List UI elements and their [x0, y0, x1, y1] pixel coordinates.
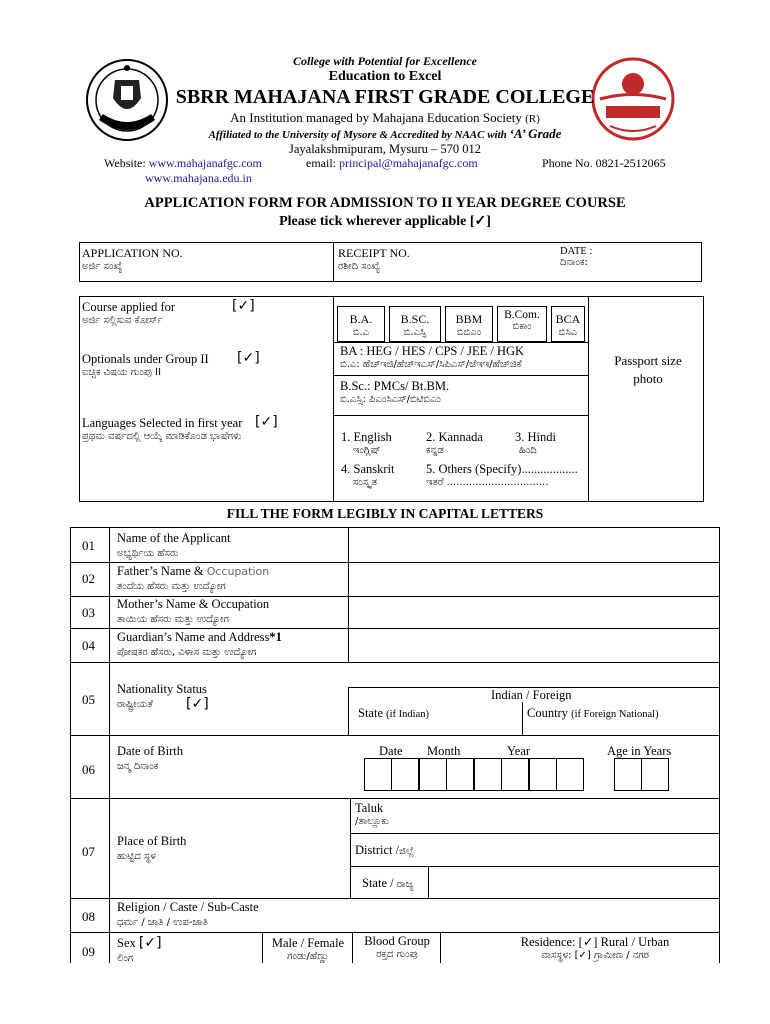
row-number-07: 07 — [82, 844, 95, 859]
dob-digit-5[interactable] — [474, 758, 502, 791]
nationality-tick[interactable]: [✓] — [186, 696, 209, 712]
dob-digit-4[interactable] — [446, 758, 474, 791]
country-field[interactable]: Country (if Foreign National) — [527, 706, 659, 720]
institution-r: (R) — [525, 113, 540, 125]
sex-choice[interactable]: Male / Female ಗಂಡು/ಹೆಣ್ಣು — [271, 936, 345, 962]
language-hindi[interactable]: 3. Hindi ಹಿಂದಿ — [515, 430, 556, 456]
row-number-06: 06 — [82, 762, 95, 777]
institution-line — [0, 110, 770, 126]
affiliation-text: Affiliated to the University of Mysore & Accredited by NAAC with — [208, 129, 507, 141]
dob-digit-1[interactable] — [364, 758, 392, 791]
applicant-name-field[interactable] — [350, 529, 718, 561]
row-number-03: 03 — [82, 605, 95, 620]
email-label: email: — [306, 156, 336, 170]
optionals-tick[interactable]: [✓] — [237, 350, 260, 366]
district-field[interactable]: District /ಜಿಲ್ಲೆ — [355, 843, 414, 857]
language-sanskrit[interactable]: 4. Sanskrit ಸಂಸ್ಕೃತ — [341, 462, 395, 488]
dob-month-heading: Month — [427, 744, 461, 758]
religion-field[interactable] — [350, 900, 718, 931]
fill-form-title: FILL THE FORM LEGIBLY IN CAPITAL LETTERS — [226, 506, 544, 521]
course-option-ba[interactable]: B.A. ಬಿ.ಎ — [337, 306, 385, 342]
receipt-no-label: RECEIPT NO. ರಶೀದಿ ಸಂಖ್ಯೆ — [338, 246, 410, 272]
naac-grade: ‘A’ Grade — [509, 126, 562, 141]
application-no-label: APPLICATION NO. ಅರ್ಜಿ ಸಂಖ್ಯೆ — [82, 246, 183, 272]
course-tick[interactable]: [✓] — [232, 298, 255, 314]
row-number-01: 01 — [82, 538, 95, 553]
dob-date-heading: Date — [379, 744, 403, 758]
email-link[interactable]: principal@mahajanafgc.com — [339, 156, 478, 170]
sex-label: Sex [✓] ಲಿಂಗ — [117, 935, 162, 964]
age-digit-2[interactable] — [641, 758, 669, 791]
row-number-08: 08 — [82, 909, 95, 924]
form-title: APPLICATION FORM FOR ADMISSION TO II YEAR DEGREE COURSE — [144, 195, 626, 211]
website-link-1[interactable]: www.mahajanafgc.com — [148, 156, 262, 170]
college-name: SBRR MAHAJANA FIRST GRADE COLLEGE — [175, 86, 595, 108]
date-field[interactable] — [610, 246, 698, 278]
state-field[interactable]: State (if Indian) — [358, 706, 429, 720]
date-label: DATE : ದಿನಾಂಕ: — [560, 246, 593, 268]
language-others[interactable]: 5. Others (Specify).................. ಇತರೆ ................................ — [426, 462, 578, 488]
language-kannada[interactable]: 2. Kannada ಕನ್ನಡ — [426, 430, 483, 456]
row-number-09: 09 — [82, 944, 95, 959]
languages-label: Languages Selected in first year ಪ್ರಥಮ ವರ್ಷದಲ್ಲಿ ಆಯ್ಕೆ ಮಾಡಿಕೊಂಡ ಭಾಷೆಗಳು — [82, 416, 243, 442]
address: Jayalakshmipuram, Mysuru – 570 012 — [289, 142, 481, 156]
dob-digit-7[interactable] — [529, 758, 557, 791]
tagline: College with Potential for Excellence — [293, 54, 477, 68]
email-line — [306, 156, 478, 171]
father-name-field[interactable] — [350, 564, 718, 595]
motto: Education to Excel — [328, 69, 442, 84]
blood-group-field[interactable]: Blood Group ರಕ್ತದ ಗುಂಪು — [364, 934, 430, 960]
languages-tick[interactable]: [✓] — [255, 414, 278, 430]
receipt-no-field[interactable] — [420, 246, 550, 278]
father-label: Father’s Name & Occupation ತಂದೆಯ ಹೆಸರು ಮತ್ತು ಉದ್ಯೋಗ — [117, 564, 270, 592]
row-number-05: 05 — [82, 692, 95, 707]
passport-photo-box[interactable]: Passport size photo — [614, 353, 682, 386]
affiliation-line — [0, 126, 770, 142]
phone: Phone No. 0821-2512065 — [542, 156, 666, 170]
website-line — [104, 156, 262, 171]
age-heading: Age in Years — [607, 744, 672, 758]
age-digit-1[interactable] — [614, 758, 642, 791]
ba-optionals[interactable]: BA : HEG / HES / CPS / JEE / HGK ಬಿ.ಎ: ಹೆಚ್‌ಇಜಿ/ಹೆಚ್‌ಇಎಸ್/ಸಿಪಿಎಸ್/ಜೆಇಇ/ಹೆಚ್‌ಜಿಕೆ — [340, 344, 525, 370]
dob-year-heading: Year — [507, 744, 531, 758]
course-label: Course applied for ಅರ್ಜಿ ಸಲ್ಲಿಸುವ ಕೋರ್ಸ್ — [82, 300, 176, 326]
guardian-field[interactable] — [350, 630, 718, 661]
form-subtitle: Please tick wherever applicable [✓] — [279, 214, 491, 229]
course-option-bca[interactable]: BCA ಬಿಸಿಎ — [551, 306, 585, 342]
guardian-label: Guardian’s Name and Address*1 ಪೋಷಕರ ಹೆಸರು, ವಿಳಾಸ ಮತ್ತು ಉದ್ಯೋಗ — [117, 630, 282, 658]
mother-label: Mother’s Name & Occupation ತಾಯಿಯ ಹೆಸರು ಮತ್ತು ಉದ್ಯೋಗ — [117, 597, 270, 625]
state-birth-field[interactable]: State / ರಾಜ್ಯ — [362, 876, 414, 890]
place-label: Place of Birth ಹುಟ್ಟಿದ ಸ್ಥಳ — [117, 834, 187, 862]
language-english[interactable]: 1. English ಇಂಗ್ಲಿಷ್ — [341, 430, 392, 456]
dob-digit-3[interactable] — [419, 758, 447, 791]
mother-name-field[interactable] — [350, 598, 718, 627]
optionals-label: Optionals under Group II ಐಚ್ಛಿಕ ವಿಷಯ ಗುಂಪು II — [82, 352, 209, 378]
dob-digit-6[interactable] — [501, 758, 529, 791]
dob-digit-2[interactable] — [391, 758, 419, 791]
institution-text: An Institution managed by Mahajana Education Society — [230, 110, 522, 125]
religion-label: Religion / Caste / Sub-Caste ಧರ್ಮ / ಜಾತಿ / ಉಪ-ಜಾತಿ — [117, 900, 259, 928]
row-number-02: 02 — [82, 571, 95, 586]
course-option-bcom[interactable]: B.Com. ಬಿಕಾಂ — [497, 306, 547, 342]
taluk-field[interactable]: Taluk /ತಾಲ್ಲೂಕು — [355, 801, 389, 827]
website-label: Website: — [104, 156, 146, 170]
website-link-2[interactable]: www.mahajana.edu.in — [145, 171, 252, 185]
application-no-field[interactable] — [180, 246, 330, 278]
nationality-choice[interactable]: Indian / Foreign — [491, 688, 572, 702]
dob-label: Date of Birth ಜನ್ಮ ದಿನಾಂಕ — [117, 744, 183, 772]
course-option-bbm[interactable]: BBM ಬಿಬಿಎಂ — [445, 306, 493, 342]
bsc-optionals[interactable]: B.Sc.: PMCs/ Bt.BM. ಬಿ.ಎಸ್ಸಿ: ಪಿಎಂಸಿಎಸ್/ಬಿಟಿಬಿಎಂ — [340, 379, 450, 405]
dob-digit-8[interactable] — [556, 758, 584, 791]
nationality-label: Nationality Status ರಾಷ್ಟ್ರೀಯತೆ — [117, 682, 207, 710]
residence-field[interactable]: Residence: [✓] Rural / Urban ವಾಸಸ್ಥಳ: [✓] ಗ್ರಾಮೀಣ / ನಗರ — [520, 935, 670, 961]
sex-tick[interactable]: [✓] — [138, 935, 162, 951]
row-number-04: 04 — [82, 638, 95, 653]
course-option-bsc[interactable]: B.SC. ಬಿ.ಎಸ್ಸಿ — [389, 306, 441, 342]
name-label: Name of the Applicant ಅಭ್ಯರ್ಥಿಯ ಹೆಸರು — [117, 531, 231, 559]
